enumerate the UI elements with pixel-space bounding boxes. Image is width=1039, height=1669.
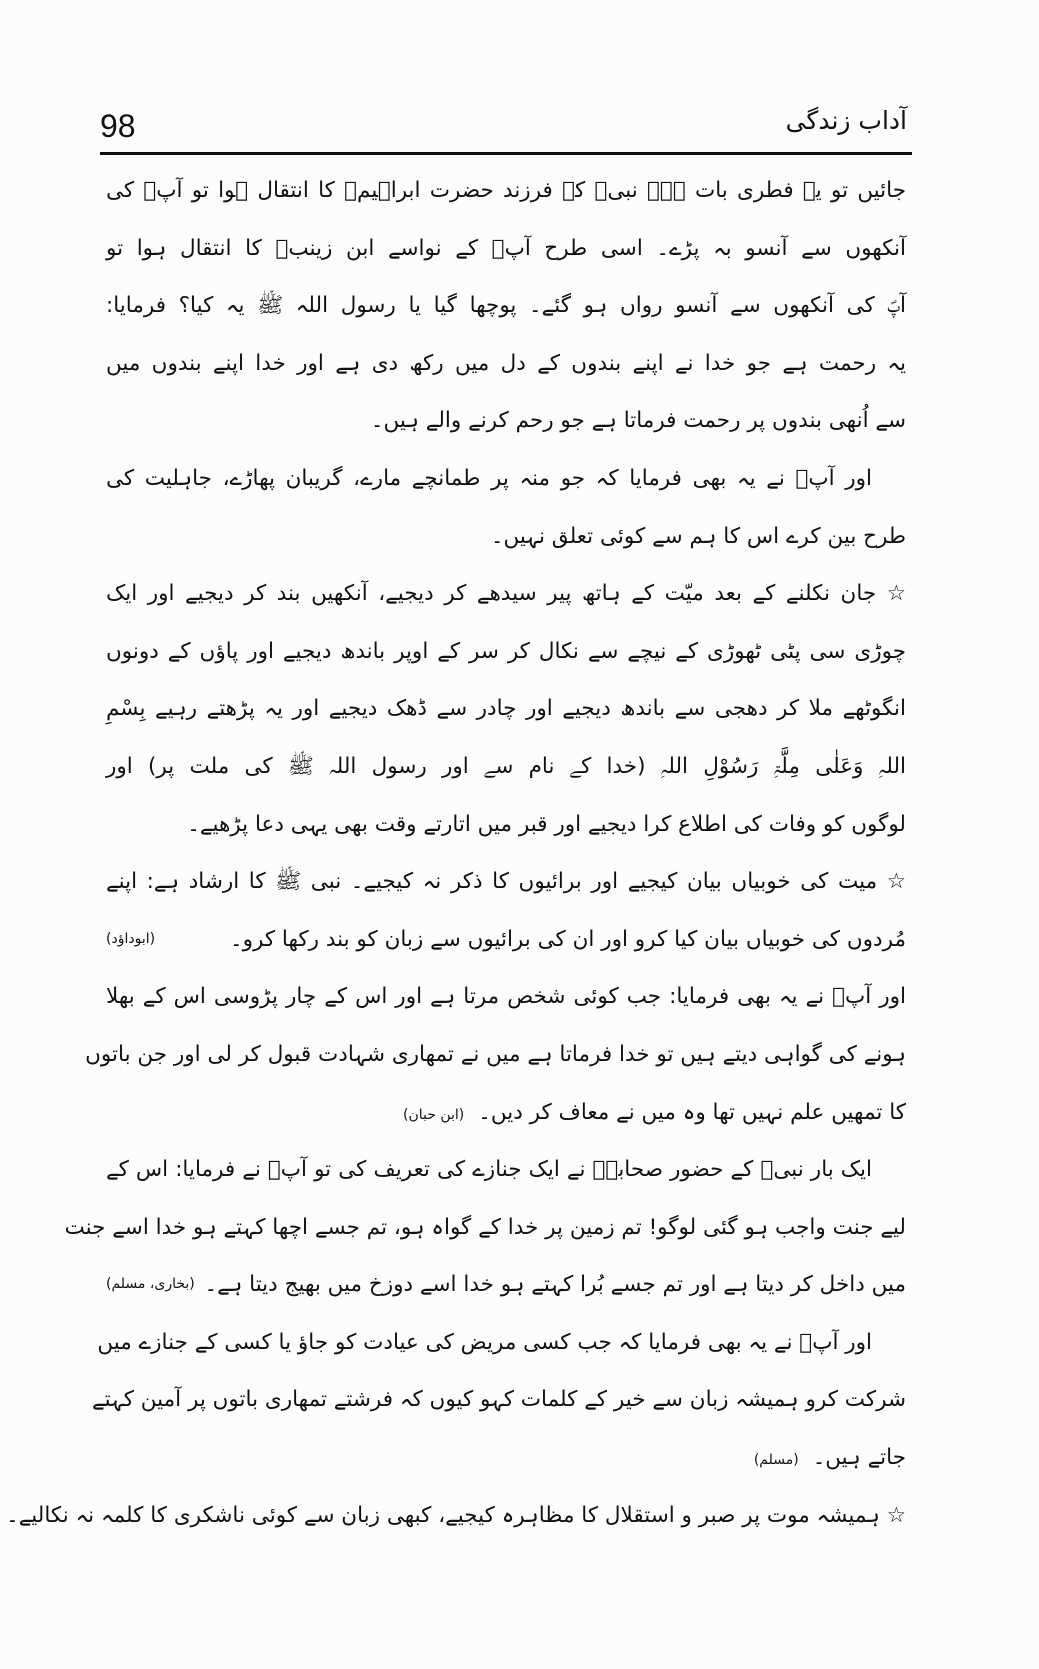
running-title: آداب زندگی [785, 106, 907, 135]
text-line: آپؐ کی آنکھوں سے آنسو رواں ہو گئے۔ پوچھا گیا یا رسول اللہ ﷺ یہ کیا؟ فرمایا: [106, 293, 906, 319]
citation: (ابوداؤد) [106, 930, 156, 947]
citation: (مسلم) [753, 1452, 799, 1469]
text-line: جائیں تو یہ فطری بات ہے۔ نبیؐ کے فرزند حضرت ابراہیمؓ کا انتقال ہوا تو آپؐ کی [106, 178, 906, 203]
text-line: طرح بین کرے اس کا ہم سے کوئی تعلق نہیں۔ [490, 523, 906, 549]
text-line: آنکھوں سے آنسو بہ پڑے۔ اسی طرح آپؐ کے نواسے ابن زینبؓ کا انتقال ہوا تو [106, 235, 906, 261]
text-line: جاتے ہیں۔(مسلم) [753, 1445, 906, 1471]
text-line: ہونے کی گواہی دیتے ہیں تو خدا فرماتا ہے میں نے تمھاری شہادت قبول کر لی اور جن باتوں [85, 1041, 906, 1067]
bullet-line: ☆ ہمیشہ موت پر صبر و استقلال کا مظاہرہ کیجیے، کبھی زبان سے کوئی ناشکری کا کلمہ نہ نکالیے۔ [6, 1502, 906, 1528]
text-line: انگوٹھے ملا کر دھجی سے باندھ دیجیے اور چادر سے ڈھک دیجیے اور یہ پڑھتے رہیے بِسْمِ [106, 696, 906, 722]
text-line: لیے جنت واجب ہو گئی لوگو! تم زمین پر خدا کے گواہ ہو، تم جسے اچھا کہتے ہو خدا اسے جنت [64, 1214, 906, 1240]
text-line: میں داخل کر دیتا ہے اور تم جسے بُرا کہتے ہو خدا اسے دوزخ میں بھیج دیتا ہے۔ (بخاری، مسلم) [106, 1256, 906, 1314]
text-line: اور آپؐ نے یہ بھی فرمایا کہ جو منہ پر طمانچے مارے، گریبان پھاڑے، جاہلیت کی [106, 465, 872, 491]
text-line: لوگوں کو وفات کی اطلاع کرا دیجیے اور قبر میں اتارتے وقت بھی یہی دعا پڑھیے۔ [187, 811, 906, 837]
text-line: مُردوں کی خوبیاں بیان کیا کرو اور ان کی برائیوں سے زبان کو بند رکھا کرو۔ (ابوداؤد) [106, 911, 906, 969]
text-line: اللہِ وَعَلٰی مِلَّۃِ رَسُوْلِ اللہِ (خدا کے نام سے اور رسول اللہ ﷺ کی ملت پر) اور [106, 753, 906, 779]
citation: (ابن حبان) [403, 1106, 465, 1123]
citation: (بخاری، مسلم) [106, 1276, 195, 1293]
text-line: ایک بار نبیؐ کے حضور صحابہؓ نے ایک جنازے کی تعریف کی تو آپؐ نے فرمایا: اس کے [106, 1157, 872, 1183]
text-line: سے اُنھی بندوں پر رحمت فرماتا ہے جو رحم کرنے والے ہیں۔ [370, 408, 906, 434]
bullet-line: ☆ میت کی خوبیاں بیان کیجیے اور برائیوں کا ذکر نہ کیجیے۔ نبی ﷺ کا ارشاد ہے: اپنے [106, 869, 906, 895]
body-text [6, 162, 906, 1544]
text-line: یہ رحمت ہے جو خدا نے اپنے بندوں کے دل میں رکھ دی ہے اور خدا اپنے بندوں میں [106, 350, 906, 376]
bullet-line: ☆ جان نکلنے کے بعد میّت کے ہاتھ پیر سیدھے کر دیجیے، آنکھیں بند کر دیجیے اور ایک [106, 581, 906, 607]
header-rule [100, 152, 912, 155]
text-line: چوڑی سی پٹی ٹھوڑی کے نیچے سے نکال کر سر کے اوپر باندھ دیجیے اور پاؤں کے دونوں [106, 638, 906, 664]
text-line: کا تمھیں علم نہیں تھا وہ میں نے معاف کر دیں۔(ابن حبان) [403, 1099, 906, 1125]
text-line: اور آپؐ نے یہ بھی فرمایا کہ جب کسی مریض کی عیادت کو جاؤ یا کسی کے جنازے میں [97, 1329, 872, 1355]
page-number: 98 [100, 108, 136, 144]
text-line: شرکت کرو ہمیشہ زبان سے خیر کے کلمات کہو کیوں کہ فرشتے تمھاری باتوں پر آمین کہتے [92, 1387, 906, 1413]
text-line: اور آپؐ نے یہ بھی فرمایا: جب کوئی شخص مرتا ہے اور اس کے چار پڑوسی اس کے بھلا [106, 984, 906, 1010]
